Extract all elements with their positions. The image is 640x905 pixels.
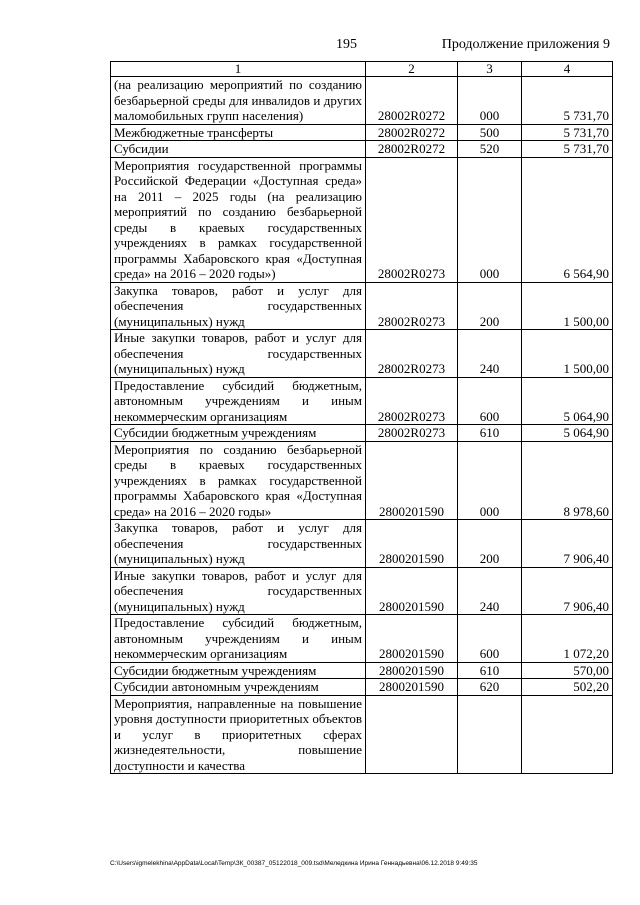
row-expense-type: 240 — [458, 330, 522, 378]
row-name: Иные закупки товаров, работ и услуг для обеспечения государственных (муниципальных) нужд — [114, 330, 362, 376]
table-row — [111, 520, 613, 568]
table-row — [111, 157, 613, 282]
table-row — [111, 615, 613, 663]
row-amount: 1 500,00 — [522, 330, 613, 378]
table-row — [111, 282, 613, 330]
row-expense-type: 500 — [458, 124, 522, 141]
row-amount: 8 978,60 — [522, 441, 613, 520]
row-amount: 5 064,90 — [522, 377, 613, 425]
row-code: 2800201590 — [366, 615, 458, 663]
row-amount: 570,00 — [522, 662, 613, 679]
column-header-name: 1 — [111, 62, 366, 77]
row-expense-type: 610 — [458, 425, 522, 442]
row-name: Межбюджетные трансферты — [114, 124, 274, 140]
row-amount: 5 731,70 — [522, 77, 613, 125]
row-name: Субсидии автономным учреждениям — [114, 679, 319, 694]
page-number: 195 — [336, 37, 357, 52]
row-amount: 5 731,70 — [522, 124, 613, 141]
row-code: 28002R0273 — [366, 330, 458, 378]
column-header-amount: 4 — [522, 62, 613, 77]
row-amount: 5 064,90 — [522, 425, 613, 442]
row-name: Мероприятия по созданию безбарьерной среды в краевых государственных учреждениях в рамках государственной программы Хабаровского края «Доступная среда» на 2016 – 2020 годы» — [114, 441, 362, 519]
table-row — [111, 679, 613, 696]
column-header-code: 2 — [366, 62, 458, 77]
table-row — [111, 77, 613, 125]
row-code: 2800201590 — [366, 441, 458, 520]
row-expense-type: 200 — [458, 282, 522, 330]
row-amount: 6 564,90 — [522, 157, 613, 282]
row-expense-type: 620 — [458, 679, 522, 696]
row-code: 2800201590 — [366, 567, 458, 615]
row-code: 2800201590 — [366, 520, 458, 568]
row-name: Субсидии — [114, 141, 169, 156]
row-code: 28002R0272 — [366, 77, 458, 125]
row-code — [366, 695, 458, 774]
row-code: 2800201590 — [366, 679, 458, 696]
row-name: Субсидии бюджетным учреждениям — [114, 425, 317, 440]
row-expense-type: 000 — [458, 157, 522, 282]
row-expense-type: 200 — [458, 520, 522, 568]
row-amount — [522, 695, 613, 774]
row-name: Мероприятия, направленные на повышение уровня доступности приоритетных объектов и услуг в приоритетных сферах жизнедеятельности, повышение доступности и качества — [114, 695, 362, 773]
row-amount: 502,20 — [522, 679, 613, 696]
row-name: (на реализацию мероприятий по созданию безбарьерной среды для инвалидов и других маломобильных групп населения) — [114, 77, 362, 123]
row-code: 28002R0273 — [366, 377, 458, 425]
table-row — [111, 425, 613, 442]
footer-file-path: C:\Users\igmelekhina\AppData\Local\Temp\ЗК_00387_05122018_009.tsd\Меледкина Ирина Геннадьевна\06.12.2018 9:49:35 — [110, 860, 478, 867]
row-amount: 5 731,70 — [522, 141, 613, 158]
table-row — [111, 377, 613, 425]
row-expense-type: 000 — [458, 441, 522, 520]
row-code: 28002R0273 — [366, 282, 458, 330]
row-expense-type — [458, 695, 522, 774]
row-code: 28002R0273 — [366, 425, 458, 442]
row-expense-type: 600 — [458, 377, 522, 425]
row-code: 28002R0272 — [366, 124, 458, 141]
table-row — [111, 441, 613, 520]
row-amount: 7 906,40 — [522, 567, 613, 615]
row-name: Иные закупки товаров, работ и услуг для обеспечения государственных (муниципальных) нужд — [114, 567, 362, 614]
table-header-row — [111, 62, 613, 77]
row-amount: 1 500,00 — [522, 282, 613, 330]
row-name: Закупка товаров, работ и услуг для обеспечения государственных (муниципальных) нужд — [114, 520, 362, 566]
row-name: Субсидии бюджетным учреждениям — [114, 662, 317, 678]
appendix-continuation-label: Продолжение приложения 9 — [441, 37, 610, 52]
table-row — [111, 141, 613, 158]
row-code: 28002R0273 — [366, 157, 458, 282]
table-row — [111, 124, 613, 141]
table-row — [111, 330, 613, 378]
row-name: Мероприятия государственной программы Российской Федерации «Доступная среда» на 2011 – 2025 годы (на реализацию мероприятий по созданию безбарьерной среды в краевых государственных учреждениях в рамках государственной программы Хабаровского края «Доступная среда» на 2016 – 2020 годы») — [114, 157, 362, 281]
row-expense-type: 520 — [458, 141, 522, 158]
row-expense-type: 610 — [458, 662, 522, 679]
row-expense-type: 600 — [458, 615, 522, 663]
budget-table — [110, 61, 613, 774]
row-name: Предоставление субсидий бюджетным, автономным учреждениям и иным некоммерческим организациям — [114, 377, 362, 424]
row-expense-type: 240 — [458, 567, 522, 615]
table-row — [111, 695, 613, 774]
row-name: Предоставление субсидий бюджетным, автономным учреждениям и иным некоммерческим организациям — [114, 615, 362, 661]
row-code: 2800201590 — [366, 662, 458, 679]
table-row — [111, 662, 613, 679]
row-amount: 1 072,20 — [522, 615, 613, 663]
table-row — [111, 567, 613, 615]
row-expense-type: 000 — [458, 77, 522, 125]
row-code: 28002R0272 — [366, 141, 458, 158]
row-name: Закупка товаров, работ и услуг для обеспечения государственных (муниципальных) нужд — [114, 282, 362, 329]
row-amount: 7 906,40 — [522, 520, 613, 568]
column-header-expense-type: 3 — [458, 62, 522, 77]
